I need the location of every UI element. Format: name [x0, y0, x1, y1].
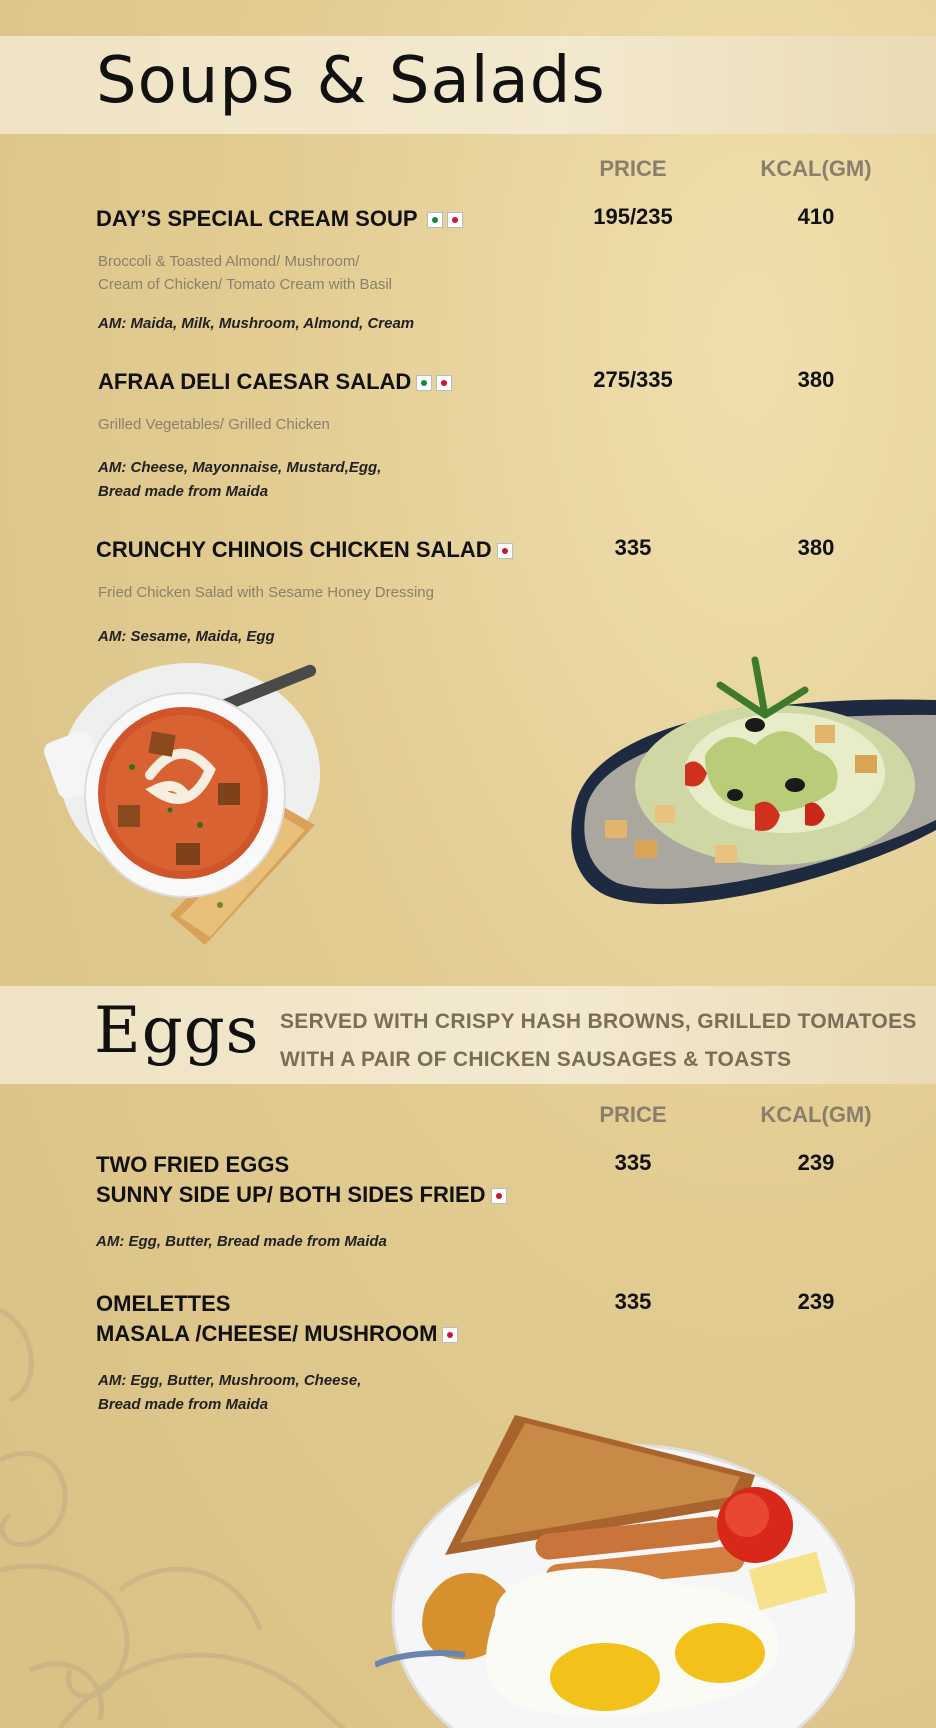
- item-kcal: 380: [797, 367, 835, 392]
- veg-mark-icon: [417, 376, 431, 390]
- item-allergens: AM: Egg, Butter, Bread made from Maida: [96, 1233, 387, 1250]
- item-price: 195/235: [593, 204, 673, 229]
- item-kcal: 239: [797, 1150, 835, 1175]
- item-kcal: 239: [797, 1289, 835, 1314]
- item-description: Grilled Vegetables/ Grilled Chicken: [98, 416, 330, 433]
- item-price: 335: [614, 1289, 652, 1314]
- menu-item-name: [96, 1150, 506, 1210]
- item-price: 335: [614, 1150, 652, 1175]
- item-kcal: 410: [797, 204, 835, 229]
- veg-mark-icon: [428, 213, 442, 227]
- soups-price-header: PRICE: [599, 156, 667, 181]
- eggs-kcal-header: KCAL(GM): [760, 1102, 872, 1127]
- item-description: Fried Chicken Salad with Sesame Honey Dressing: [98, 584, 434, 601]
- non-veg-mark-icon: [498, 544, 512, 558]
- eggs-section-title: Eggs: [94, 994, 260, 1068]
- item-name-line: TWO FRIED EGGS: [96, 1152, 290, 1177]
- eggs-price-header: PRICE: [599, 1102, 667, 1127]
- soups-kcal-header: KCAL(GM): [760, 156, 872, 181]
- item-price: 275/335: [593, 367, 673, 392]
- eggs-section-subtitle: [280, 1003, 920, 1079]
- menu-item-name: [98, 367, 451, 397]
- item-name-text: AFRAA DELI CAESAR SALAD: [98, 369, 412, 394]
- subtitle-line: WITH A PAIR OF CHICKEN SAUSAGES & TOASTS: [280, 1048, 792, 1071]
- item-allergens: AM: Maida, Milk, Mushroom, Almond, Cream: [98, 315, 415, 332]
- decorative-swirl: [0, 1250, 360, 1728]
- item-kcal: 380: [797, 535, 835, 560]
- allergen-line: AM: Egg, Butter, Mushroom, Cheese,: [98, 1372, 362, 1389]
- non-veg-mark-icon: [492, 1189, 506, 1203]
- allergen-line: Bread made from Maida: [98, 483, 269, 500]
- item-name-line-2: [96, 1180, 506, 1210]
- breakfast-plate-photo: [375, 1415, 855, 1728]
- menu-item-name: [96, 204, 462, 234]
- allergen-line: Bread made from Maida: [98, 1396, 269, 1413]
- item-allergens: [98, 456, 381, 504]
- item-description: [98, 250, 392, 296]
- menu-item-name: [96, 535, 512, 565]
- item-name-text: DAY’S SPECIAL CREAM SOUP: [96, 206, 418, 231]
- tomato-soup-photo: [40, 655, 340, 955]
- caesar-salad-photo: [555, 655, 936, 935]
- item-name-text: MASALA /CHEESE/ MUSHROOM: [96, 1321, 438, 1346]
- allergen-line: AM: Cheese, Mayonnaise, Mustard,Egg,: [98, 459, 382, 476]
- non-veg-mark-icon: [437, 376, 451, 390]
- item-price: 335: [614, 535, 652, 560]
- desc-line: Broccoli & Toasted Almond/ Mushroom/: [98, 253, 360, 270]
- item-name-text: CRUNCHY CHINOIS CHICKEN SALAD: [96, 537, 492, 562]
- soups-section-title: Soups & Salads: [96, 44, 606, 118]
- desc-line: Cream of Chicken/ Tomato Cream with Basil: [98, 276, 392, 293]
- subtitle-line: SERVED WITH CRISPY HASH BROWNS, GRILLED TOMATOES: [280, 1010, 917, 1033]
- non-veg-mark-icon: [443, 1328, 457, 1342]
- item-allergens: AM: Sesame, Maida, Egg: [98, 628, 275, 645]
- item-name-line: OMELETTES: [96, 1291, 231, 1316]
- item-name-text: SUNNY SIDE UP/ BOTH SIDES FRIED: [96, 1182, 486, 1207]
- non-veg-mark-icon: [448, 213, 462, 227]
